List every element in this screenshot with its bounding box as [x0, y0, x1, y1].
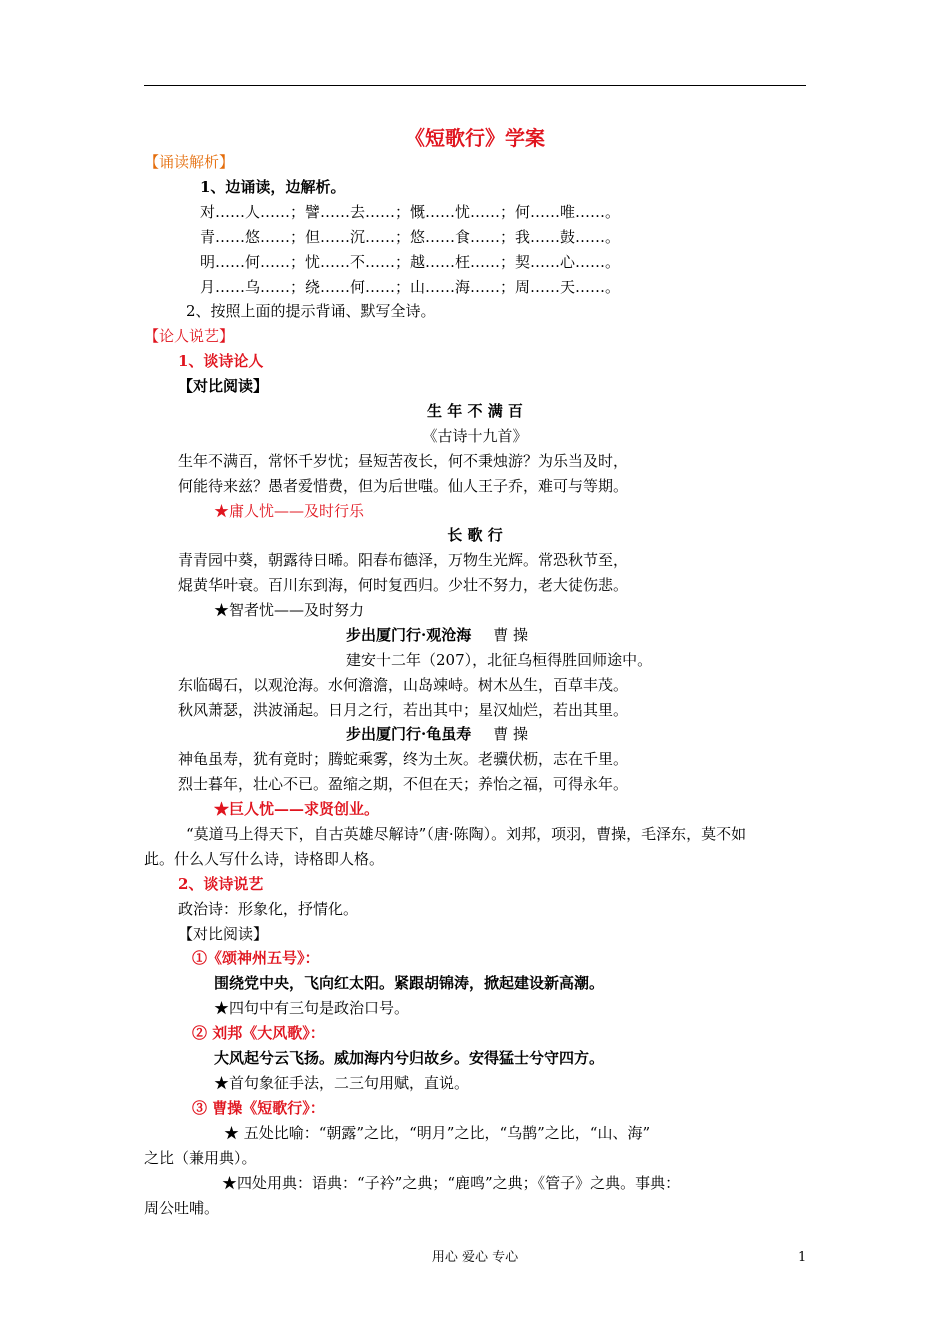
poem-note: ★智者忧——及时努力 — [214, 601, 365, 619]
step-2: 2、按照上面的提示背诵、默写全诗。 — [186, 302, 436, 320]
compare-reading-label: 【对比阅读】 — [178, 925, 269, 943]
poem-title: 步出厦门行·观沧海 — [346, 626, 472, 644]
poem-line: 焜黄华叶衰。百川东到海，何时复西归。少壮不努力，老大徒伤悲。 — [178, 576, 629, 594]
poem-context: 建安十二年（207），北征乌桓得胜回师途中。 — [346, 651, 653, 669]
poem-note: ★巨人忧——求贤创业。 — [214, 800, 380, 818]
example-note: ★ 五处比喻：“朝露”之比，“明月”之比，“乌鹊”之比，“山、海” — [224, 1124, 651, 1142]
cue-line: 对……人……；譬……去……；慨……忧……；何……唯……。 — [200, 203, 621, 221]
poem-line: 秋风萧瑟，洪波涌起。日月之行，若出其中；星汉灿烂，若出其里。 — [178, 701, 629, 719]
poem-heading — [346, 625, 528, 645]
subheading-poem-art: 2、谈诗说艺 — [178, 875, 264, 893]
subheading-poem-person: 1、谈诗论人 — [178, 352, 264, 370]
cue-line: 月……乌……；绕……何……；山……海……；周……天……。 — [200, 278, 621, 296]
example-note: 之比（兼用典）。 — [144, 1149, 257, 1167]
page-title: 《短歌行》学案 — [405, 126, 545, 150]
example-note: 周公吐哺。 — [144, 1199, 220, 1217]
poem-heading — [346, 724, 528, 744]
poem-line: 东临碣石，以观沧海。水何澹澹，山岛竦峙。树木丛生，百草丰茂。 — [178, 676, 629, 694]
poem-line: 神龟虽寿，犹有竟时；腾蛇乘雾，终为土灰。老骥伏枥，志在千里。 — [178, 750, 629, 768]
poem-title: 步出厦门行·龟虽寿 — [346, 725, 472, 743]
header-rule — [144, 85, 806, 86]
cue-line: 青……悠……；但……沉……；悠……食……；我……鼓……。 — [200, 228, 621, 246]
example-text: 大风起兮云飞扬。威加海内兮归故乡。安得猛士兮守四方。 — [214, 1049, 605, 1067]
poem-line: 烈士暮年，壮心不已。盈缩之期，不但在天；养怡之福，可得永年。 — [178, 775, 629, 793]
poem-line: 青青园中葵，朝露待日晞。阳春布德泽，万物生光辉。常恐秋节至， — [178, 551, 629, 569]
political-poem-note: 政治诗：形象化，抒情化。 — [178, 900, 359, 918]
poem-title: 生 年 不 满 百 — [427, 402, 523, 420]
example-note: ★首句象征手法，二三句用赋，直说。 — [214, 1074, 470, 1092]
example-note: ★四句中有三句是政治口号。 — [214, 999, 410, 1017]
cue-line: 明……何……；忧……不……；越……枉……；契……心……。 — [200, 253, 621, 271]
poem-note: ★庸人忧——及时行乐 — [214, 502, 365, 520]
example-label: ③ 曹操《短歌行》： — [192, 1099, 325, 1117]
poem-title: 长 歌 行 — [447, 526, 503, 544]
example-label: ①《颂神州五号》： — [192, 949, 320, 967]
example-note: ★四处用典：语典：“子衿”之典；“鹿鸣”之典；《管子》之典。事典： — [222, 1174, 681, 1192]
example-text: 围绕党中央，飞向红太阳。紧跟胡锦涛，掀起建设新高潮。 — [214, 974, 605, 992]
poem-source: 《古诗十九首》 — [422, 427, 528, 445]
page-number: 1 — [798, 1250, 807, 1265]
page-footer: 用心 爱心 专心 — [431, 1250, 519, 1265]
quote-paragraph: “莫道马上得天下，自古英雄尽解诗”（唐·陈陶）。刘邦，项羽，曹操，毛泽东，莫不如 — [186, 825, 747, 843]
step-1: 1、边诵读，边解析。 — [200, 178, 346, 196]
compare-reading-label: 【对比阅读】 — [178, 377, 269, 395]
poem-author: 曹 操 — [493, 626, 529, 644]
example-label: ② 刘邦《大风歌》： — [192, 1024, 325, 1042]
poem-line: 生年不满百，常怀千岁忧；昼短苦夜长，何不秉烛游？为乐当及时， — [178, 452, 629, 470]
poem-line: 何能待来兹？愚者爱惜费，但为后世嗤。仙人王子乔，难可与等期。 — [178, 477, 629, 495]
section-heading-recite: 【诵读解析】 — [144, 153, 235, 171]
section-heading-people-art: 【论人说艺】 — [144, 327, 235, 345]
quote-paragraph: 此。什么人写什么诗，诗格即人格。 — [144, 850, 385, 868]
poem-author: 曹 操 — [493, 725, 529, 743]
